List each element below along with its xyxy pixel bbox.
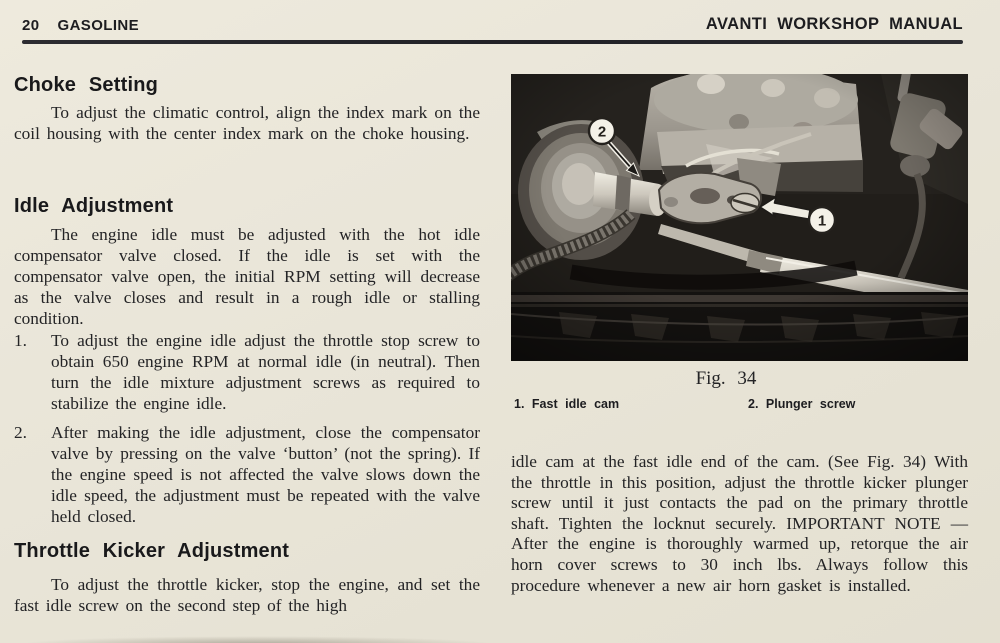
section-title: GASOLINE	[57, 17, 140, 34]
legend-number: 2.	[748, 397, 759, 411]
callout-1-number: 1	[817, 212, 827, 230]
figure-legend-item-1	[514, 397, 619, 411]
figure-caption: Fig. 34	[695, 368, 757, 389]
page-number: 20	[22, 17, 40, 34]
paragraph-continuation: idle cam at the fast idle end of the cam. (See Fig. 34) With the throttle in this position, adjust the throttle kicker plunger screw until it just contacts the pad on the primary throttle shaft. Tighten the locknut securely. IMPORTANT NOTE — After the engine is thoroughly warmed up, retorque the air horn cover screws to 30 inch lbs. Always follow this procedure whenever a new air horn gasket is installed.	[511, 452, 968, 595]
list-number: 2.	[14, 423, 27, 442]
paragraph-kicker: To adjust the throttle kicker, stop the engine, and set the fast idle screw on the second step of the high	[14, 575, 480, 615]
list-text: To adjust the engine idle adjust the throttle stop screw to obtain 650 engine RPM at normal idle (in neutral). Then turn the idle mixture adjustment screws as required to stabilize the engine idle.	[51, 331, 480, 413]
legend-label: Plunger screw	[765, 397, 856, 411]
list-item-2	[14, 422, 480, 527]
list-item-1	[14, 330, 480, 414]
header-left	[22, 17, 139, 34]
scan-edge-shadow	[18, 636, 498, 643]
legend-number: 1.	[514, 397, 525, 411]
manual-title: AVANTI WORKSHOP MANUAL	[705, 15, 963, 33]
callout-2-number: 2	[597, 123, 607, 141]
list-text: After making the idle adjustment, close the compensator valve by pressing on the valve ‘button’ (not the spring). If the engine speed is not affected the valve slows down the idle speed, the adjustment must be repeated with the valve held closed.	[51, 423, 480, 526]
engine-photo-illustration	[511, 74, 968, 361]
paragraph-idle-intro: The engine idle must be adjusted with the hot idle compensator valve closed. If the idle is set with the compensator valve open, the initial RPM setting will decrease as the valve closes and result in a rough idle or stalling condition.	[14, 225, 480, 328]
header-rule	[22, 40, 963, 44]
list-number: 1.	[14, 331, 27, 350]
legend-label: Fast idle cam	[531, 397, 620, 411]
figure-34-photo	[511, 74, 968, 361]
vignette-overlay	[511, 74, 968, 361]
figure-legend-item-2	[748, 397, 855, 411]
heading-idle-adjustment: Idle Adjustment	[14, 195, 174, 217]
paragraph-choke: To adjust the climatic control, align the index mark on the coil housing with the center index mark on the choke housing.	[14, 103, 480, 143]
heading-choke-setting: Choke Setting	[14, 74, 159, 96]
heading-throttle-kicker: Throttle Kicker Adjustment	[14, 540, 290, 562]
